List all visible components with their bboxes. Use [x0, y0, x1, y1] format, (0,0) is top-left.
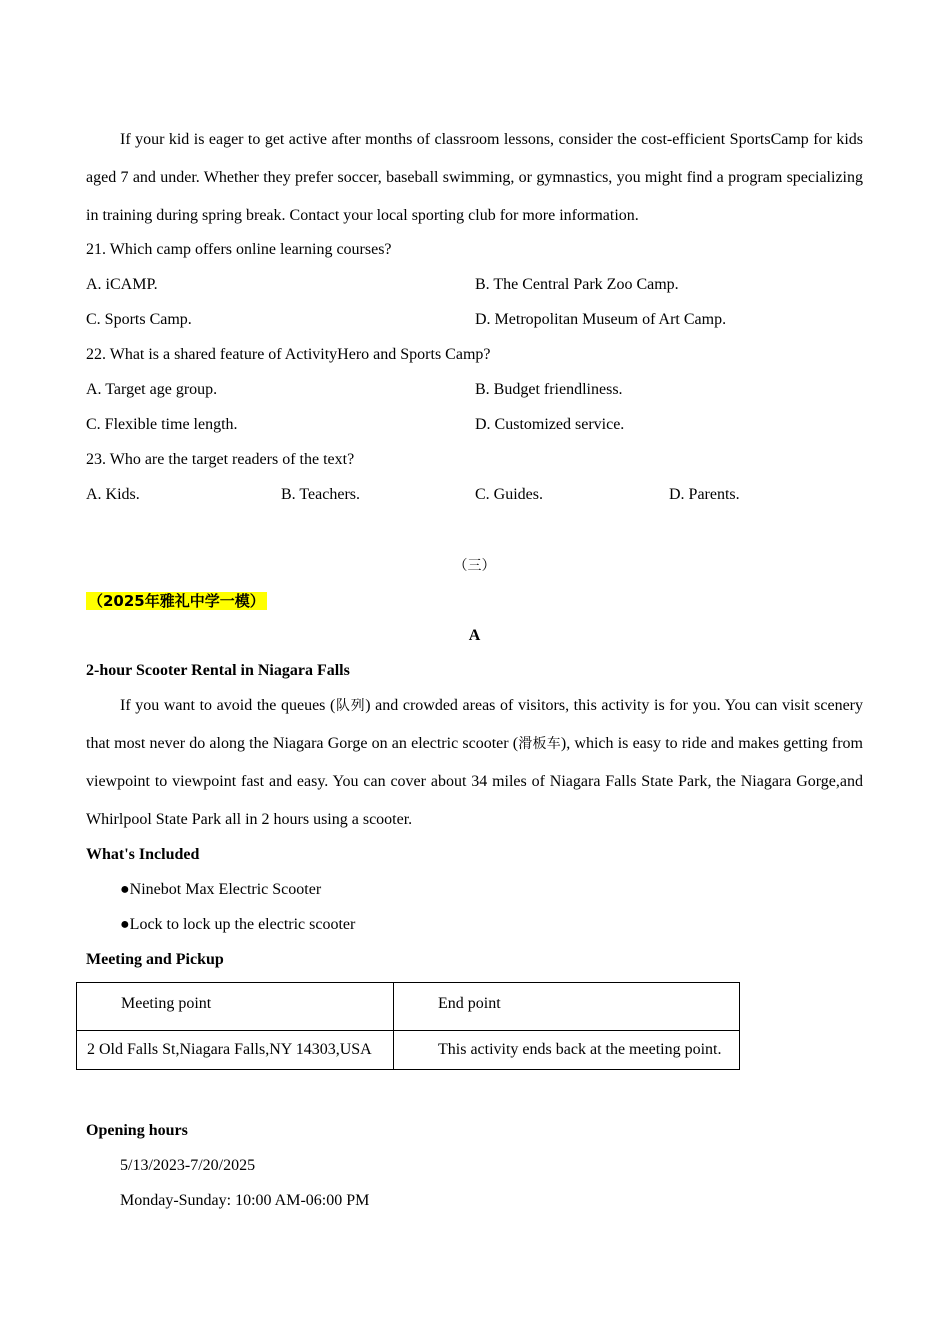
question-21-option-c: C. Sports Camp. [86, 311, 192, 328]
question-22-option-a: A. Target age group. [86, 381, 218, 398]
meeting-table [76, 982, 740, 1070]
question-22-option-c: C. Flexible time length. [86, 416, 238, 433]
question-23-option-a: A. Kids. [86, 486, 140, 503]
article-title: 2-hour Scooter Rental in Niagara Falls [86, 662, 350, 679]
table-header-row [77, 983, 740, 1031]
table-header-meeting-point: Meeting point [77, 983, 394, 1031]
meeting-heading: Meeting and Pickup [86, 951, 224, 968]
question-22-option-b: B. Budget friendliness. [475, 381, 623, 398]
question-21-option-a: A. iCAMP. [86, 276, 158, 293]
question-21-option-b: B. The Central Park Zoo Camp. [475, 276, 679, 293]
source-tag-highlight: （2025年雅礼中学一模） [88, 592, 265, 610]
hours-daily-times: Monday-Sunday: 10:00 AM-06:00 PM [120, 1192, 370, 1209]
table-row [77, 1031, 740, 1070]
table-header-end-point: End point [394, 983, 740, 1031]
source-tag [86, 590, 267, 612]
article-body-text-2: ) and crowded areas of visitors, this activity is for you. You can visit scenery that most never do along the Niagara Gorge on an electric scooter ( [86, 697, 863, 752]
article-body-gloss-scooter: 滑板车 [518, 736, 561, 752]
question-22-stem: 22. What is a shared feature of ActivityHero and Sports Camp? [86, 346, 491, 363]
question-21-option-d: D. Metropolitan Museum of Art Camp. [475, 311, 727, 328]
question-23-stem: 23. Who are the target readers of the text? [86, 451, 355, 468]
question-23-option-c: C. Guides. [475, 486, 543, 503]
hours-date-range: 5/13/2023-7/20/2025 [120, 1157, 256, 1174]
question-21-stem: 21. Which camp offers online learning courses? [86, 241, 392, 258]
article-body-text-1: If you want to avoid the queues ( [120, 697, 336, 714]
hours-heading: Opening hours [86, 1122, 188, 1139]
question-23-option-d: D. Parents. [669, 486, 740, 503]
article-body-gloss-queues: 队列 [335, 698, 366, 714]
included-item-lock: ●Lock to lock up the electric scooter [120, 916, 356, 933]
section-number: （三） [453, 558, 496, 574]
included-heading: What's Included [86, 846, 200, 863]
table-cell-end-point-desc: This activity ends back at the meeting point. [394, 1031, 740, 1070]
included-item-scooter: ●Ninebot Max Electric Scooter [120, 881, 322, 898]
article-body [86, 687, 863, 839]
passage-letter: A [468, 627, 481, 644]
article-body-text-3: ), which is easy to ride and makes getting from viewpoint to viewpoint fast and easy. You can cover about 34 miles of Niagara Falls State Park, the Niagara Gorge,and Whirlpool State Park all in 2 hours using a scooter. [86, 735, 864, 828]
table-cell-meeting-address: 2 Old Falls St,Niagara Falls,NY 14303,USA [77, 1031, 394, 1070]
intro-paragraph: If your kid is eager to get active after months of classroom lessons, consider the cost-efficient SportsCamp for kids aged 7 and under. Whether they prefer soccer, baseball swimming, or gymnastics, you might find a program specializing in training during spring break. Contact your local sporting club for more information. [86, 131, 863, 224]
question-23-option-b: B. Teachers. [281, 486, 360, 503]
question-22-option-d: D. Customized service. [475, 416, 625, 433]
